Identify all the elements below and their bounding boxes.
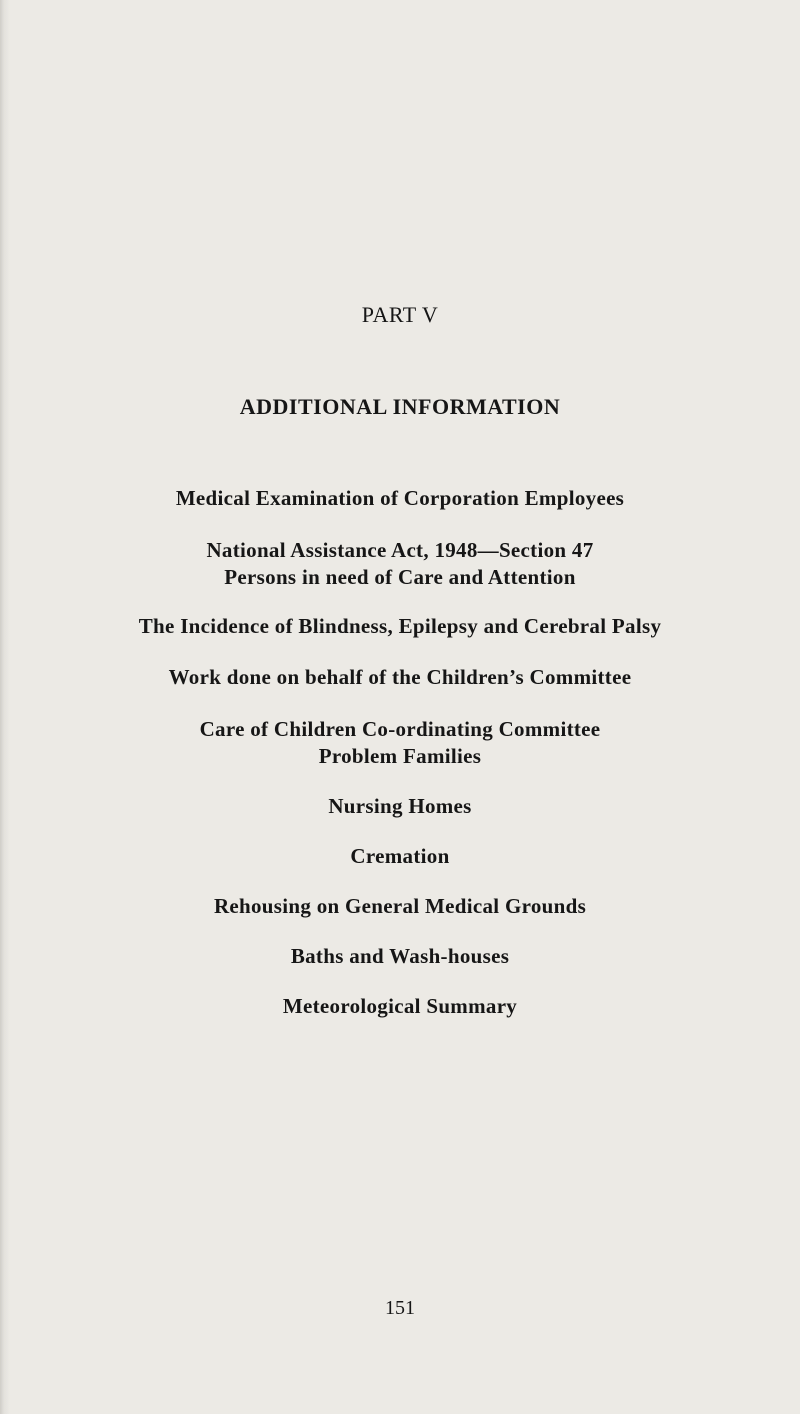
contents-item-cremation: Cremation (350, 844, 450, 868)
contents-item-care-of-children: Care of Children Co-ordinating Committee (199, 717, 601, 741)
contents-item-persons-in-need: Persons in need of Care and Attention (224, 565, 576, 589)
contents-item-incidence-blindness: The Incidence of Blindness, Epilepsy and Cerebral Palsy (138, 614, 662, 638)
contents-item-problem-families: Problem Families (318, 744, 482, 768)
contents-item-childrens-committee: Work done on behalf of the Children’s Committee (168, 665, 632, 689)
contents-item-baths-wash-houses: Baths and Wash-houses (290, 944, 510, 968)
section-heading: ADDITIONAL INFORMATION (239, 394, 561, 419)
page-number: 151 (385, 1297, 415, 1319)
part-label: PART V (361, 302, 439, 327)
contents-item-rehousing: Rehousing on General Medical Grounds (213, 894, 587, 918)
contents-item-nursing-homes: Nursing Homes (328, 794, 472, 818)
contents-item-medical-examination: Medical Examination of Corporation Employees (175, 486, 625, 510)
page-binding-edge (0, 0, 10, 1414)
contents-item-meteorological-summary: Meteorological Summary (282, 994, 518, 1018)
contents-item-national-assistance-act: National Assistance Act, 1948—Section 47 (206, 538, 594, 562)
